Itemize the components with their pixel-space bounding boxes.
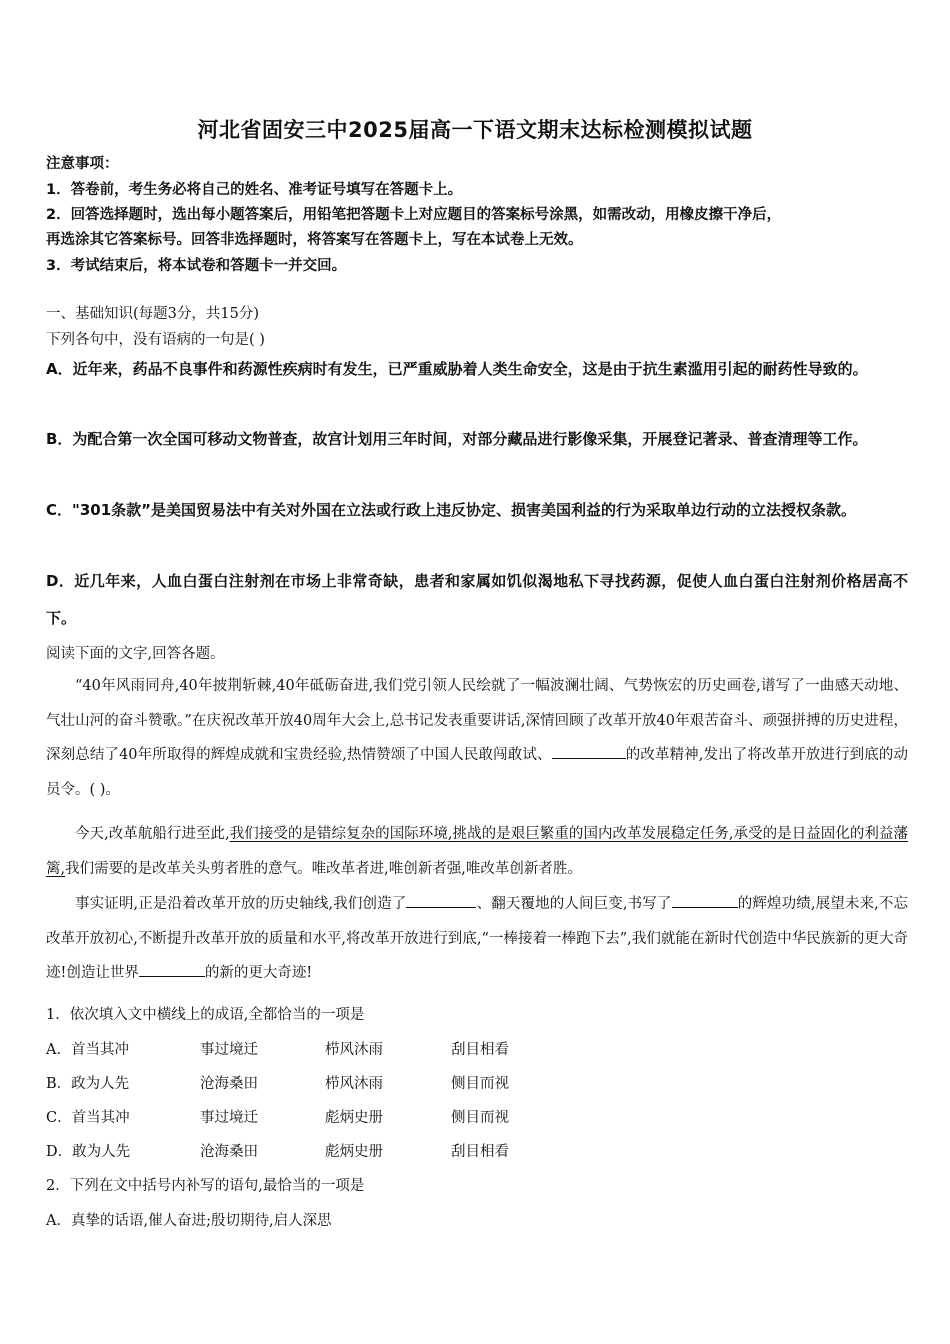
choice-cell: 沧海桑田	[200, 1144, 258, 1160]
notice-item: 2．回答选择题时，选出每小题答案后，用铅笔把答题卡上对应题目的答案标号涂黑，如需改动，用橡皮擦干净后，	[46, 207, 782, 223]
fill-blank	[139, 962, 205, 978]
choice-cell: 事过境迁	[200, 1042, 258, 1058]
option-a: A．近年来，药品不良事件和药源性疾病时有发生，已严重威胁着人类生命安全，这是由于抗生素滥用引起的耐药性导致的。	[46, 360, 868, 378]
choice-cell: 彪炳史册	[325, 1110, 383, 1126]
choice-cell: C．首当其冲	[46, 1110, 130, 1126]
paragraph-text: 、翻天覆地的人间巨变,书写了	[476, 896, 672, 912]
choice-cell: 彪炳史册	[325, 1144, 383, 1160]
fill-blank	[552, 744, 626, 760]
fill-blank	[672, 893, 738, 909]
paragraph-text: 的新的更大奇迹!	[204, 965, 313, 981]
reading-intro: 阅读下面的文字,回答各题。	[46, 646, 225, 662]
paragraph-text: “40年风雨同舟,40年披荆斩棘,40年砥砺奋进,我们党引领人民绘就了一幅波澜壮阔、气势恢宏的历史画卷,谱写了一曲感天动地、气壮山河的奋斗赞歌。”在庆祝改革开放40周年大会上,总书记发表重要讲话,深情回顾了改革开放40年艰苦奋斗、顽强拼搏的历史进程， 深刻总结了40年所取得的辉煌成就和宝贵经验,热情赞颂了中国人民敢闯敢试、	[46, 678, 908, 763]
paragraph-text: 我们需要的是改革关头剪者胜的意气。唯改革者进,唯创新者强,唯改革创新者胜。	[65, 860, 582, 877]
q1-stem: 1．依次填入文中横线上的成语,全都恰当的一项是	[46, 1007, 365, 1023]
option-c: C．"301条款”是美国贸易法中有关对外国在立法或行政上违反协定、损害美国利益的行为采取单边行动的立法授权条款。	[46, 501, 856, 519]
reading-paragraph-3	[46, 887, 908, 991]
paragraph-text: 的辉煌功绩,展望未来,不忘改革开放初心,不断提升改革开放的质量和水平,将改革开放进行到底,“一棒接着一棒跑下去”,我们就能在新时代创造中华民族新的更大奇迹!创造让世界	[46, 896, 909, 981]
choice-cell: 刮目相看	[451, 1144, 509, 1160]
paragraph-text: 的改革精神,发出了将改革开放进行到底的动员令。( )。	[46, 747, 909, 798]
choice-cell: B．政为人先	[46, 1076, 130, 1092]
notice-heading: 注意事项：	[46, 156, 119, 172]
fill-blank	[406, 893, 476, 909]
option-b: B．为配合第一次全国可移动文物普查，故宫计划用三年时间，对部分藏品进行影像采集，开展登记著录、普查清理等工作。	[46, 430, 868, 448]
reading-paragraph-2	[46, 817, 908, 886]
choice-cell: 事过境迁	[200, 1110, 258, 1126]
question-stem: 下列各句中，没有语病的一句是( )	[46, 332, 265, 348]
page-title: 河北省固安三中2025届高一下语文期末达标检测模拟试题	[197, 118, 753, 142]
notice-item: 1．答卷前，考生务必将自己的姓名、准考证号填写在答题卡上。	[46, 182, 463, 198]
choice-cell: A．首当其冲	[46, 1042, 129, 1058]
notice-item: 3．考试结束后，将本试卷和答题卡一并交回。	[46, 258, 347, 274]
choice-cell: 沧海桑田	[200, 1076, 258, 1092]
q2-stem: 2．下列在文中括号内补写的语句,最恰当的一项是	[46, 1178, 365, 1194]
choice-cell: 侧目而视	[451, 1076, 509, 1092]
choice-cell: D．敢为人先	[46, 1144, 131, 1160]
reading-paragraph-1	[46, 669, 908, 807]
paragraph-text: 事实证明,正是沿着改革开放的历史轴线,我们创造了	[75, 896, 407, 912]
choice-cell: 刮目相看	[451, 1042, 509, 1058]
choice-cell: 侧目而视	[451, 1110, 509, 1126]
paragraph-text: 今天,改革航船行进至此,	[75, 826, 230, 842]
q2-option-a: A．真挚的话语,催人奋进;殷切期待,启人深思	[46, 1213, 332, 1229]
choice-cell: 栉风沐雨	[325, 1076, 383, 1092]
underlined-sentence: 我们接受的是错综复杂的国际环境,挑战的是艰巨繁重的国内改革发展稳定任务,承受的是日益固化的利益藩篱,	[46, 826, 909, 877]
section-heading: 一、基础知识(每题3分，共15分)	[46, 306, 259, 322]
choice-cell: 栉风沐雨	[325, 1042, 383, 1058]
option-d: D．近几年来，人血白蛋白注射剂在市场上非常奇缺，患者和家属如饥似渴地私下寻找药源，促使人血白蛋白注射剂价格居高不下。	[46, 572, 908, 627]
notice-item: 再选涂其它答案标号。回答非选择题时，将答案写在答题卡上，写在本试卷上无效。	[46, 232, 583, 248]
